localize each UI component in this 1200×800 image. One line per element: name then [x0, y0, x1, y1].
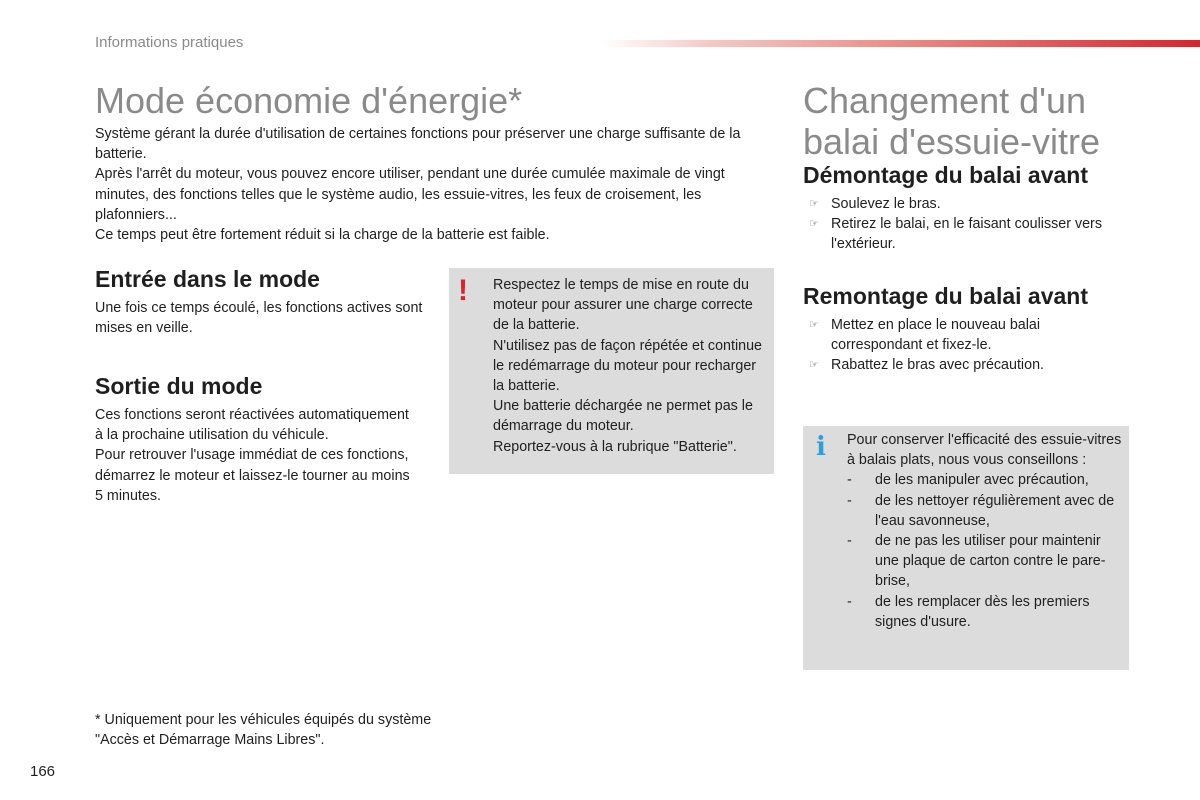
pointing-hand-icon: ☞ — [809, 319, 819, 331]
pointing-hand-icon: ☞ — [809, 359, 819, 372]
warning-line: Respectez le temps de mise en route du moteur pour assurer une charge correcte de la batterie. — [493, 277, 753, 334]
entree-text: Une fois ce temps écoulé, les fonctions actives sont mises en veille. — [95, 300, 423, 337]
list-item: ☞ Mettez en place le nouveau balai correspondant et fixez-le. — [809, 317, 1041, 354]
list-item: - de les remplacer dès les premiers signes d'usure. — [847, 593, 1090, 630]
footnote: * Uniquement pour les véhicules équipés du système "Accès et Démarrage Mains Libres". — [95, 712, 432, 749]
list-item: - de ne pas les utiliser pour maintenir une plaque de carton contre le pare-brise, — [847, 533, 1106, 590]
list-item: - de les manipuler avec précaution, — [847, 472, 1089, 489]
wiper-title-line: balai d'essuie-vitre — [803, 121, 1101, 162]
warning-line: N'utilisez pas de façon répétée et continue le redémarrage du moteur pour recharger la batterie. — [493, 337, 762, 395]
info-icon: i — [816, 432, 826, 462]
energy-intro — [95, 124, 780, 245]
heading-entree-mode: Entrée dans le mode — [95, 266, 320, 292]
list-item: ☞ Retirez le balai, en le faisant coulisser vers l'extérieur. — [809, 216, 1102, 253]
list-item: ☞ Soulevez le bras. — [803, 194, 1133, 214]
wiper-title-line: Changement d'un — [803, 80, 1087, 121]
page-number: 166 — [30, 763, 56, 780]
sortie-text — [95, 405, 415, 506]
heading-demontage: Démontage du balai avant — [803, 162, 1089, 188]
list-item: ☞ Rabattez le bras avec précaution. — [803, 355, 1103, 375]
sortie-paragraph: Pour retrouver l'usage immédiat de ces fonctions, démarrez le moteur et laissez-le tourner au moins 5 minutes. — [95, 447, 410, 504]
heading-remontage: Remontage du balai avant — [803, 283, 1089, 309]
info-text — [847, 430, 1122, 632]
warning-line: Reportez-vous à la rubrique "Batterie". — [493, 438, 737, 455]
demontage-steps — [803, 194, 1133, 255]
warning-text — [493, 275, 765, 457]
info-list — [847, 470, 1122, 632]
info-intro: Pour conserver l'efficacité des essuie-vitres à balais plats, nous vous conseillons : — [847, 432, 1122, 469]
header-accent-bar — [600, 40, 1200, 47]
page-title-wiper — [803, 80, 1100, 162]
pointing-hand-icon: ☞ — [809, 198, 819, 210]
warning-line: Une batterie déchargée ne permet pas le démarrage du moteur. — [493, 398, 753, 435]
warning-icon: ! — [458, 274, 468, 307]
page-title-energy-mode: Mode économie d'énergie* — [95, 80, 523, 121]
pointing-hand-icon: ☞ — [809, 218, 819, 231]
heading-sortie-mode: Sortie du mode — [95, 373, 263, 399]
intro-paragraph: Ce temps peut être fortement réduit si la charge de la batterie est faible. — [95, 227, 550, 244]
section-header-label: Informations pratiques — [95, 34, 244, 51]
list-item: - de les nettoyer régulièrement avec de l'eau savonneuse, — [847, 492, 1115, 529]
sortie-paragraph: Ces fonctions seront réactivées automatiquement à la prochaine utilisation du véhicule. — [95, 407, 409, 444]
intro-paragraph: Système gérant la durée d'utilisation de certaines fonctions pour préserver une charge suffisante de la batterie. — [95, 126, 741, 163]
intro-paragraph: Après l'arrêt du moteur, vous pouvez encore utiliser, pendant une durée cumulée maximale de vingt minutes, des fonctions telles que le système audio, les essuie-vitres, les feux de croisement, les plafonniers... — [95, 166, 725, 223]
remontage-steps — [803, 315, 1103, 376]
